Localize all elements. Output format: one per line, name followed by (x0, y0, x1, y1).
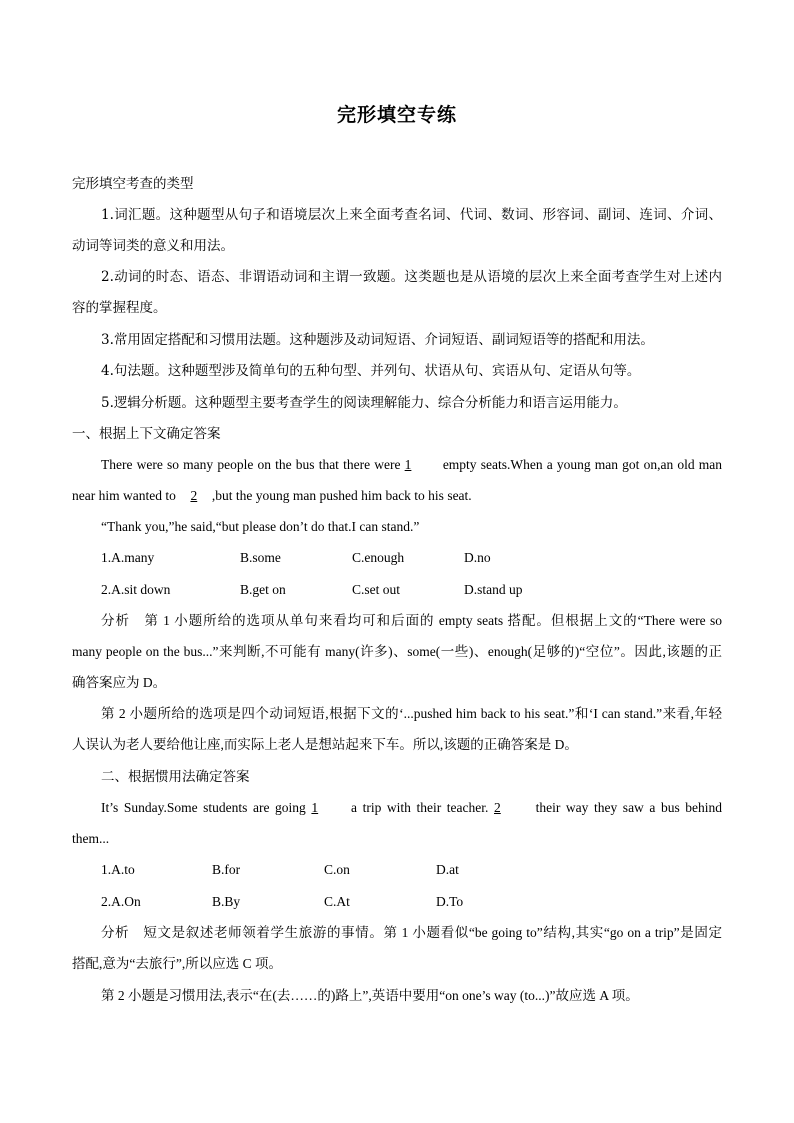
q2-option-d: D.To (436, 894, 464, 909)
type-item-3: 3.常用固定搭配和习惯用法题。这种题涉及动词短语、介词短语、副词短语等的搭配和用法。 (101, 332, 654, 348)
part2-passage-line-1 (101, 798, 722, 818)
q2-option-a: 2.A.On (101, 894, 141, 909)
q2-option-b: B.By (212, 894, 241, 909)
blank-2: 2 (494, 800, 501, 815)
part1-passage-line-1 (101, 455, 722, 475)
part1-quote: “Thank you,”he said,“but please don’t do that.I can stand.” (101, 519, 420, 534)
q1-option-d: D.no (464, 550, 491, 565)
part2-passage-line-2: them... (72, 831, 110, 846)
passage-text: It’s Sunday.Some students are going (101, 800, 306, 815)
part1-passage-line-2 (72, 486, 722, 506)
q2-option-a: 2.A.sit down (101, 582, 171, 597)
section-heading-types: 完形填空考查的类型 (72, 176, 194, 192)
part1-analysis-line-1: 分析 第 1 小题所给的选项从单句来看均可和后面的 empty seats 搭配。但根据上文的“There were so (101, 613, 722, 628)
page-title: 完形填空专练 (336, 104, 457, 126)
type-item-2-line-1: 2.动词的时态、语态、非谓语动词和主谓一致题。这类题也是从语境的层次上来全面考查学生对上述内 (101, 269, 722, 285)
type-item-4: 4.句法题。这种题型涉及简单句的五种句型、并列句、状语从句、宾语从句、定语从句等。 (101, 363, 641, 379)
blank-2: 2 (190, 488, 198, 503)
part1-analysis-line-2: many people on the bus...”来判断,不可能有 many(许多)、some(一些)、enough(足够的)“空位”。因此,该题的正 (72, 644, 722, 659)
q1-option-d: D.at (436, 862, 459, 877)
part1-analysis-line-3: 确答案应为 D。 (72, 675, 167, 690)
passage-text: a trip with their teacher. (351, 800, 489, 815)
type-item-2-line-2: 容的掌握程度。 (72, 300, 167, 316)
type-item-1-line-2: 动词等词类的意义和用法。 (72, 238, 234, 254)
type-item-5: 5.逻辑分析题。这种题型主要考查学生的阅读理解能力、综合分析能力和语言运用能力。 (101, 395, 627, 411)
q2-option-c: C.set out (352, 582, 401, 597)
passage-text: empty seats.When a young man got on,an old man (442, 457, 723, 472)
part2-heading: 二、根据惯用法确定答案 (101, 769, 250, 785)
passage-text: There were so many people on the bus that there were (101, 457, 401, 472)
blank-1: 1 (311, 800, 319, 815)
q1-option-a: 1.A.to (101, 862, 135, 877)
passage-text: near him wanted to (72, 488, 176, 503)
part1-analysis2-line-1: 第 2 小题所给的选项是四个动词短语,根据下文的‘...pushed him back to his seat.”和‘I can stand.”来看,年轻 (101, 706, 722, 721)
q2-option-d: D.stand up (464, 582, 523, 597)
part1-analysis2-line-2: 人误认为老人要给他让座,而实际上老人是想站起来下车。所以,该题的正确答案是 D。 (72, 737, 578, 752)
part2-analysis-line-2: 搭配,意为“去旅行”,所以应选 C 项。 (72, 956, 282, 971)
q2-option-b: B.get on (240, 582, 286, 597)
q1-option-b: B.for (212, 862, 241, 877)
type-item-1-line-1: 1.词汇题。这种题型从句子和语境层次上来全面考查名词、代词、数词、形容词、副词、连词、介词、 (101, 207, 722, 223)
q2-option-c: C.At (324, 894, 350, 909)
q1-option-a: 1.A.many (101, 550, 155, 565)
passage-text: their way they saw a bus behind (535, 800, 723, 815)
passage-text: ,but the young man pushed him back to his seat. (211, 488, 472, 503)
q1-option-c: C.on (324, 862, 350, 877)
blank-1: 1 (404, 457, 412, 472)
q1-option-b: B.some (240, 550, 281, 565)
part1-heading: 一、根据上下文确定答案 (72, 426, 221, 442)
part2-analysis-line-1: 分析 短文是叙述老师领着学生旅游的事情。第 1 小题看似“be going to”结构,其实“go on a trip”是固定 (101, 925, 722, 940)
part2-analysis2-line-1: 第 2 小题是习惯用法,表示“在(去……的)路上”,英语中要用“on one’s way (to...)”故应选 A 项。 (101, 988, 639, 1003)
q1-option-c: C.enough (352, 550, 405, 565)
